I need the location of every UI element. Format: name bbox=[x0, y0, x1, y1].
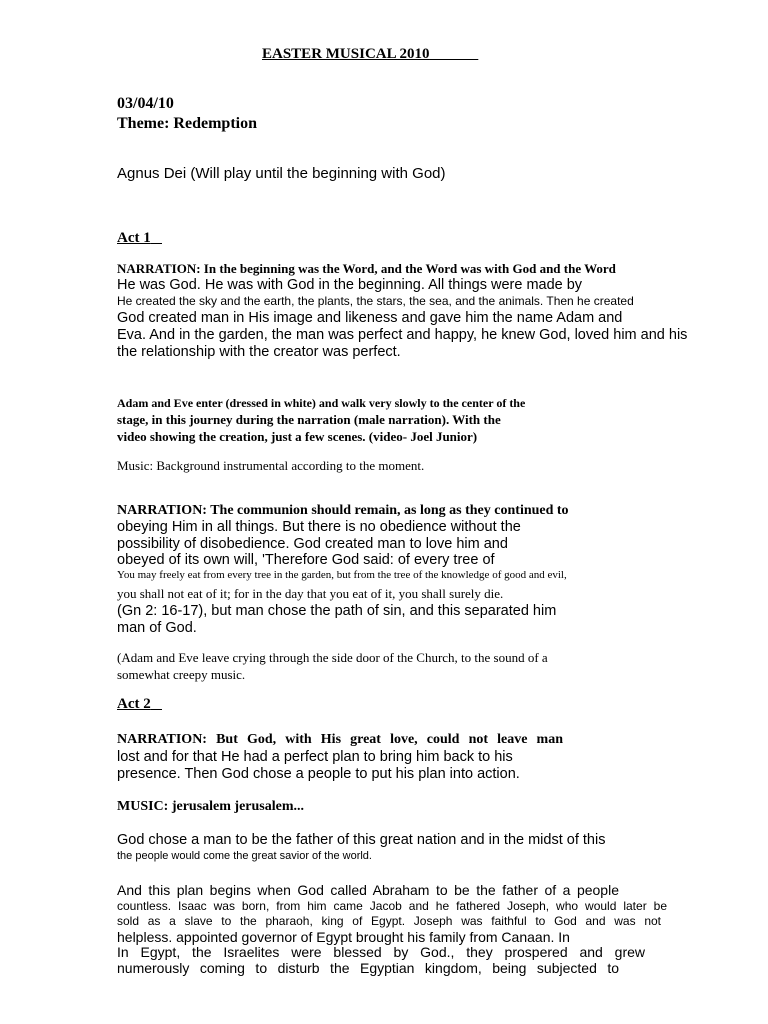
exit-direction-line: somewhat creepy music. bbox=[117, 667, 246, 682]
act1-heading: Act 1 bbox=[117, 230, 151, 246]
narration2-line: (Gn 2: 16-17), but man chose the path of sin, and this separated him bbox=[117, 603, 557, 619]
music-heading: MUSIC: jerusalem jerusalem... bbox=[117, 799, 305, 814]
stage-direction-line: video showing the creation, just a few scenes. (video- Joel Junior) bbox=[117, 429, 478, 444]
plan-line: sold as a slave to the pharaoh, king of Egypt. Joseph was faithful to God and was not bbox=[117, 914, 661, 928]
act1-narration-line: NARRATION: In the beginning was the Word, and the Word was with God and the Word bbox=[117, 261, 616, 276]
narration2-line: NARRATION: The communion should remain, as long as they continued to bbox=[117, 503, 569, 518]
plan-line: And this plan begins when God called Abraham to be the father of a people bbox=[117, 882, 619, 898]
stage-direction-line: Adam and Eve enter (dressed in white) and walk very slowly to the center of the bbox=[117, 396, 526, 410]
plan-line: countless. Isaac was born, from him came Jacob and he fathered Joseph, who would later be bbox=[117, 899, 667, 913]
narration2-line: obeying Him in all things. But there is no obedience without the bbox=[117, 519, 521, 535]
stage-direction-line: stage, in this journey during the narration (male narration). With the bbox=[117, 412, 501, 427]
plan-line: helpless. appointed governor of Egypt brought his family from Canaan. In bbox=[117, 929, 570, 945]
music-note: Music: Background instrumental according to the moment. bbox=[117, 458, 425, 473]
act1-narration-line: God created man in His image and likeness and gave him the name Adam and bbox=[117, 310, 623, 326]
plan-line: In Egypt, the Israelites were blessed by God., they prospered and grew bbox=[117, 944, 645, 960]
act2-heading: Act 2 bbox=[117, 696, 151, 712]
narration2-line: You may freely eat from every tree in the garden, but from the tree of the knowledge of good and evil, bbox=[117, 569, 567, 581]
exit-direction-line: (Adam and Eve leave crying through the side door of the Church, to the sound of a bbox=[117, 650, 548, 665]
narration2-line: man of God. bbox=[117, 620, 197, 636]
chose-line: God chose a man to be the father of this great nation and in the midst of this bbox=[117, 832, 606, 848]
narration3-line: NARRATION: But God, with His great love, could not leave man bbox=[117, 732, 563, 747]
chose-line: the people would come the great savior of the world. bbox=[117, 850, 372, 862]
plan-line: numerously coming to disturb the Egyptian kingdom, being subjected to bbox=[117, 960, 619, 976]
narration3-line: lost and for that He had a perfect plan to bring him back to his bbox=[117, 749, 513, 765]
narration3-line: presence. Then God chose a people to put his plan into action. bbox=[117, 766, 520, 782]
document-title: EASTER MUSICAL 2010 bbox=[262, 46, 430, 62]
intro-line: Agnus Dei (Will play until the beginning with God) bbox=[117, 165, 446, 182]
narration2-line: obeyed of its own will, 'Therefore God said: of every tree of bbox=[117, 552, 495, 568]
act1-narration-line: the relationship with the creator was perfect. bbox=[117, 344, 401, 360]
act1-narration-line: He created the sky and the earth, the plants, the stars, the sea, and the animals. Then he created bbox=[117, 294, 634, 308]
act1-narration-line: He was God. He was with God in the beginning. All things were made by bbox=[117, 277, 583, 293]
narration2-line: you shall not eat of it; for in the day that you eat of it, you shall surely die. bbox=[117, 586, 504, 601]
theme-line: Theme: Redemption bbox=[117, 115, 257, 132]
act1-narration-line: Eva. And in the garden, the man was perfect and happy, he knew God, loved him and his bbox=[117, 327, 688, 343]
narration2-line: possibility of disobedience. God created man to love him and bbox=[117, 536, 508, 552]
date-line: 03/04/10 bbox=[117, 95, 174, 112]
